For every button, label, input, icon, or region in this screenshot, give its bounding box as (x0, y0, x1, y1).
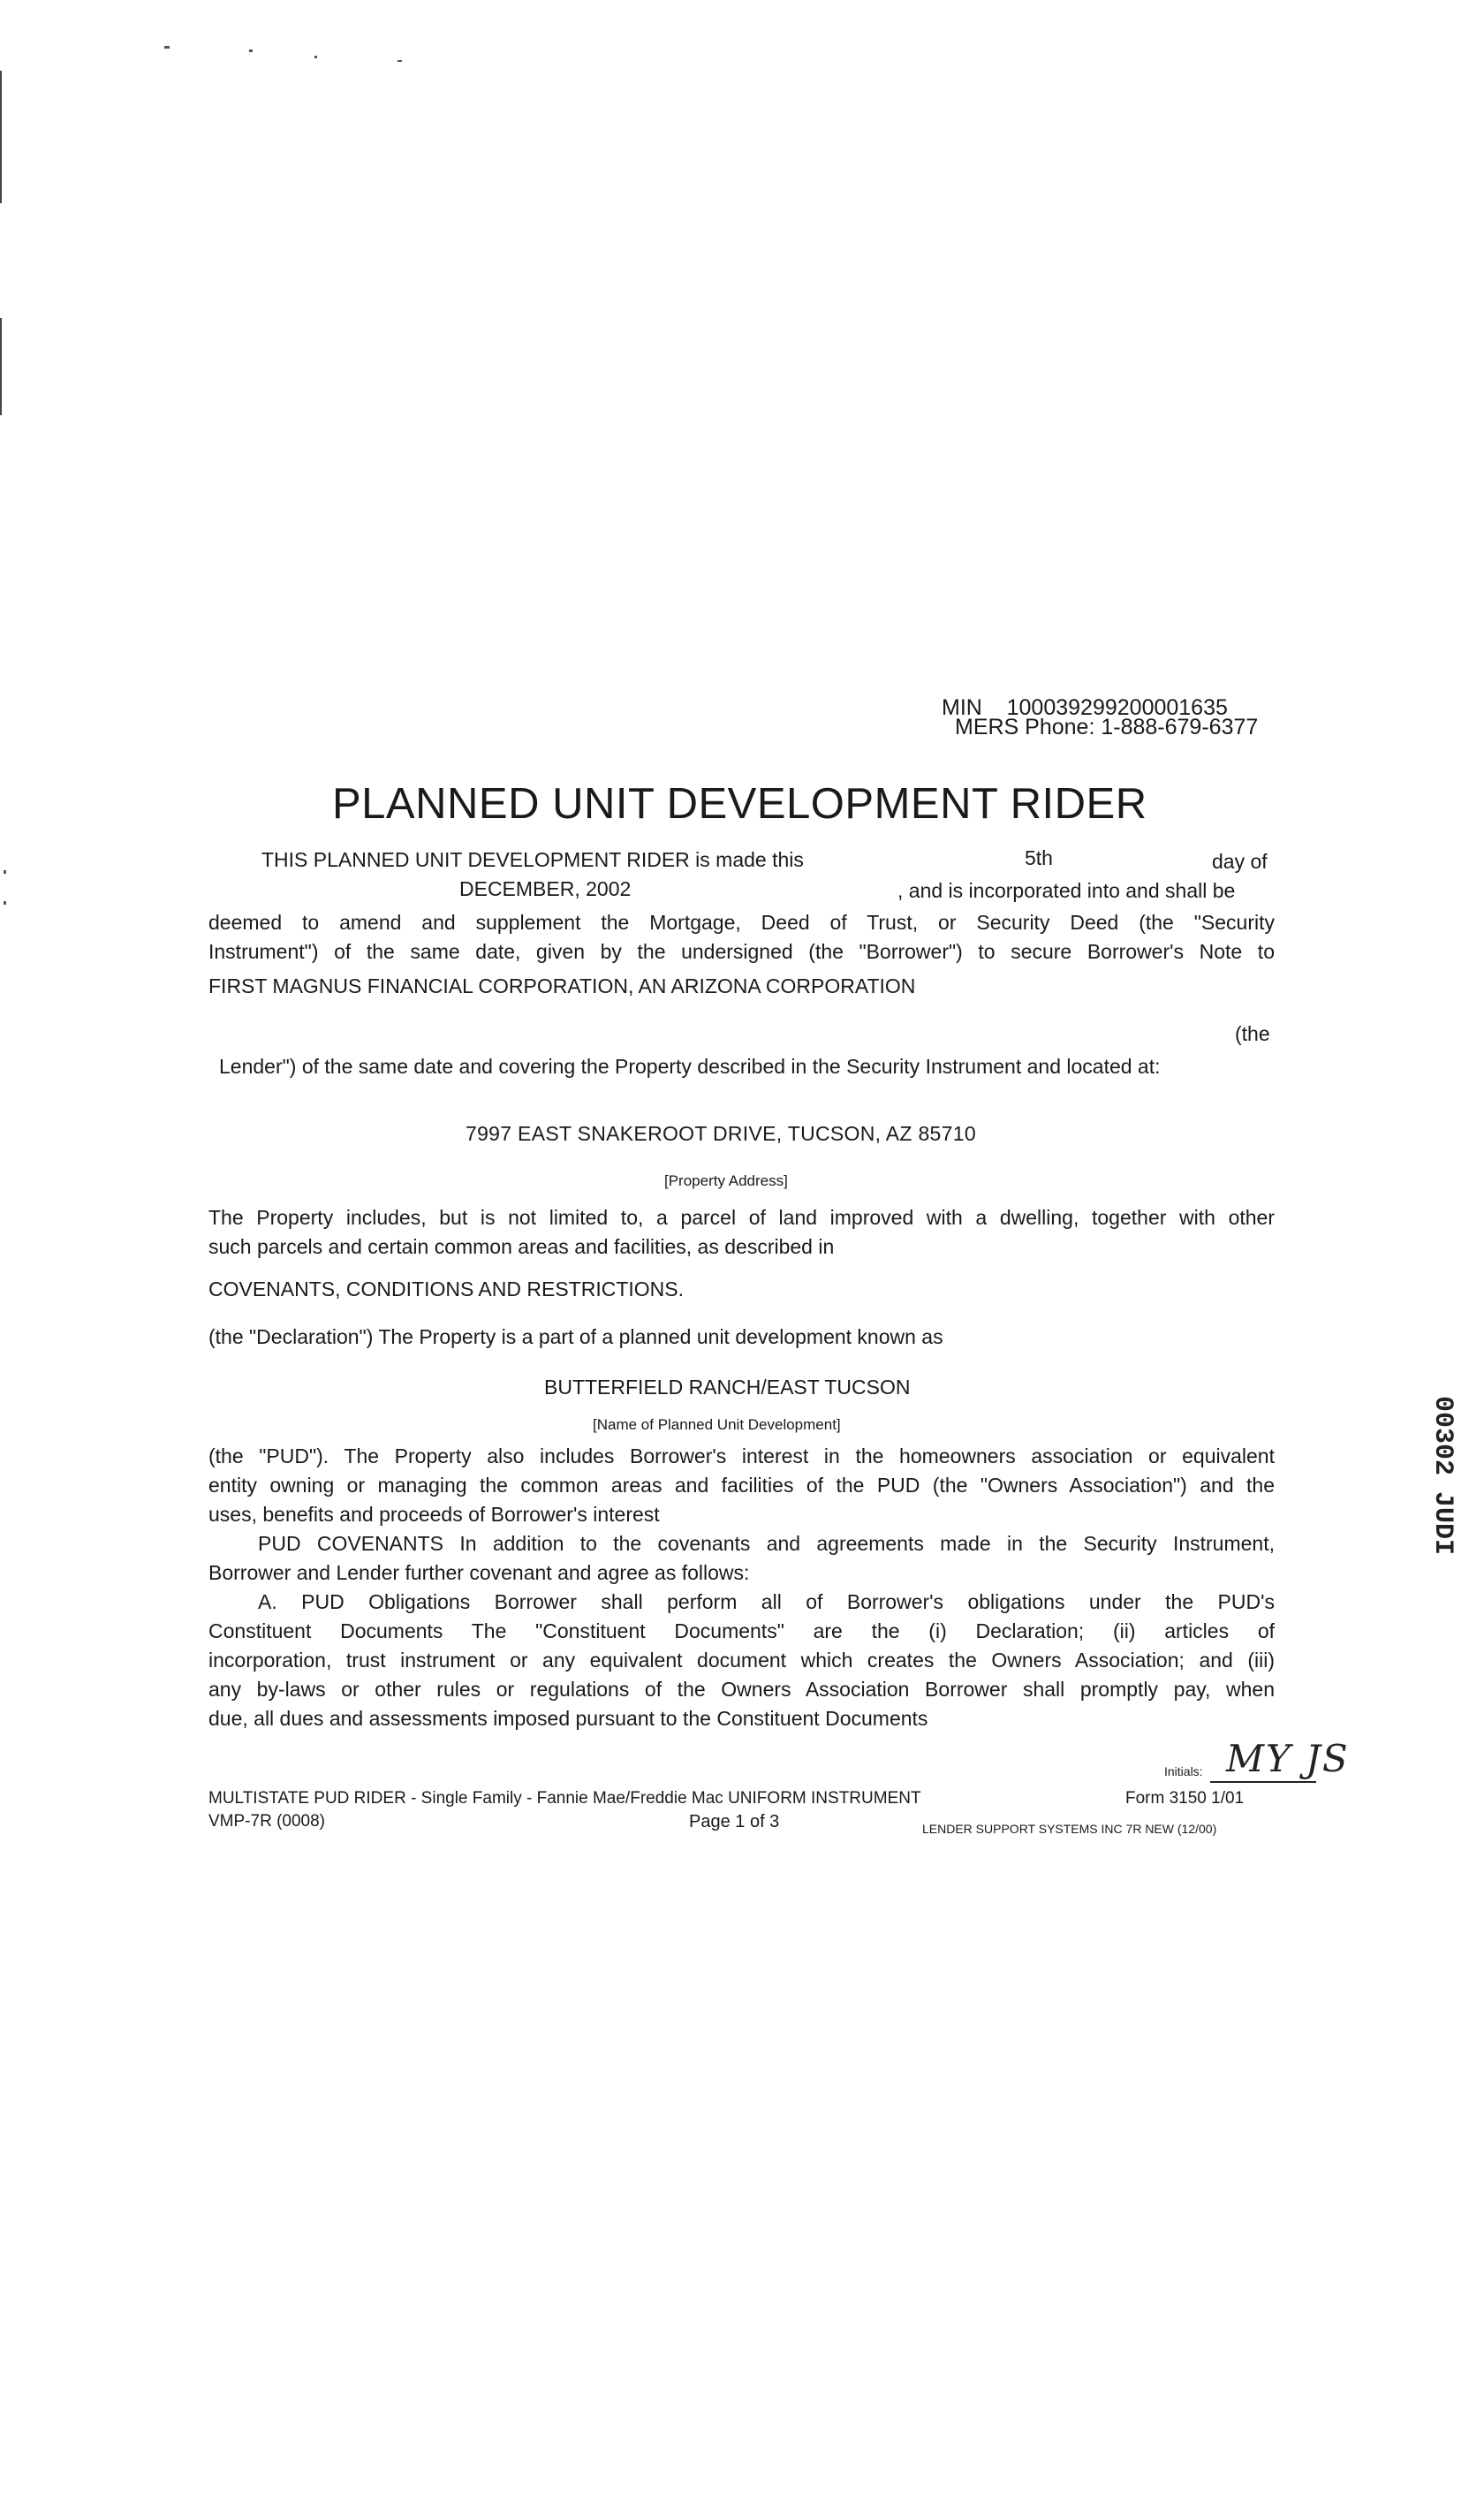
min-label: MIN (942, 695, 982, 720)
pud-obligations-line-3: incorporation, trust instrument or any equivalent document which creates the Owners Association; and (iii) (208, 1649, 1275, 1672)
initials-label: Initials: (1164, 1764, 1203, 1778)
page-title: PLANNED UNIT DEVELOPMENT RIDER (332, 780, 1147, 828)
scan-speck (4, 901, 6, 905)
initials-line (1210, 1781, 1316, 1783)
covenants-line-2: Borrower and Lender further covenant and agree as follows: (208, 1561, 750, 1584)
the-open-paren: (the (1235, 1022, 1270, 1045)
intro-line-3: deemed to amend and supplement the Mortgage, Deed of Trust, or Security Deed (the "Security (208, 911, 1275, 934)
intro-line-4: Instrument") of the same date, given by the undersigned (the "Borrower") to secure Borrower's Note to (208, 940, 1275, 963)
intro-line-1-lead: THIS PLANNED UNIT DEVELOPMENT RIDER is made this (261, 848, 804, 871)
scan-speck (164, 46, 170, 49)
mers-phone: MERS Phone: 1-888-679-6377 (955, 715, 1259, 739)
rider-day: 5th (1025, 846, 1053, 869)
pud-obligations-line-2: Constituent Documents The "Constituent Documents" are the (i) Declaration; (ii) articles of (208, 1619, 1275, 1642)
initials-handwritten: MY JS (1226, 1737, 1350, 1780)
intro-line-6: Lender") of the same date and covering the Property described in the Security Instrument and located at: (219, 1055, 1161, 1078)
footer-vendor: LENDER SUPPORT SYSTEMS INC 7R NEW (12/00) (922, 1822, 1217, 1836)
pud-line-1: (the "PUD"). The Property also includes Borrower's interest in the homeowners association or equivalent (208, 1444, 1275, 1467)
scan-edge-mark (0, 71, 2, 203)
scan-speck (4, 870, 6, 874)
declaration-document: COVENANTS, CONDITIONS AND RESTRICTIONS. (208, 1278, 684, 1300)
scan-speck (249, 49, 253, 52)
lender-name: FIRST MAGNUS FINANCIAL CORPORATION, AN ARIZONA CORPORATION (208, 974, 916, 997)
intro-line-2-tail: , and is incorporated into and shall be (897, 879, 1236, 902)
pud-name: BUTTERFIELD RANCH/EAST TUCSON (544, 1376, 911, 1399)
pud-line-3: uses, benefits and proceeds of Borrower's interest (208, 1503, 660, 1526)
rider-month-year: DECEMBER, 2002 (459, 877, 632, 900)
scan-speck (314, 56, 317, 58)
scan-edge-mark (0, 318, 2, 415)
min-number: 100039299200001635 (1006, 695, 1228, 720)
scan-speck (398, 60, 402, 62)
property-line-1: The Property includes, but is not limited to, a parcel of land improved with a dwelling, together with other (208, 1206, 1275, 1229)
pud-obligations-line-1: A. PUD Obligations Borrower shall perform all of Borrower's obligations under the PUD's (258, 1590, 1275, 1613)
footer-page-number: Page 1 of 3 (689, 1812, 780, 1831)
min-block (942, 695, 1259, 739)
footer-form-description: MULTISTATE PUD RIDER - Single Family - Fannie Mae/Freddie Mac UNIFORM INSTRUMENT (208, 1789, 921, 1808)
property-address-caption: [Property Address] (664, 1172, 788, 1189)
margin-recording-stamp: 00302 JUDI (1427, 1396, 1458, 1556)
footer-vmp-code: VMP-7R (0008) (208, 1812, 325, 1831)
property-address: 7997 EAST SNAKEROOT DRIVE, TUCSON, AZ 85710 (466, 1122, 976, 1145)
pud-obligations-line-5: due, all dues and assessments imposed pursuant to the Constituent Documents (208, 1707, 928, 1730)
pud-line-2: entity owning or managing the common areas and facilities of the PUD (the "Owners Association") and the (208, 1474, 1275, 1497)
declaration-line: (the "Declaration") The Property is a part of a planned unit development known as (208, 1325, 943, 1348)
pud-obligations-line-4: any by-laws or other rules or regulations of the Owners Association Borrower shall promptly pay, when (208, 1678, 1275, 1701)
covenants-line-1: PUD COVENANTS In addition to the covenants and agreements made in the Security Instrument, (258, 1532, 1275, 1555)
footer-form-number: Form 3150 1/01 (1125, 1789, 1245, 1808)
day-of-label: day of (1212, 850, 1268, 873)
pud-name-caption: [Name of Planned Unit Development] (593, 1416, 841, 1433)
property-line-2: such parcels and certain common areas and facilities, as described in (208, 1235, 835, 1258)
